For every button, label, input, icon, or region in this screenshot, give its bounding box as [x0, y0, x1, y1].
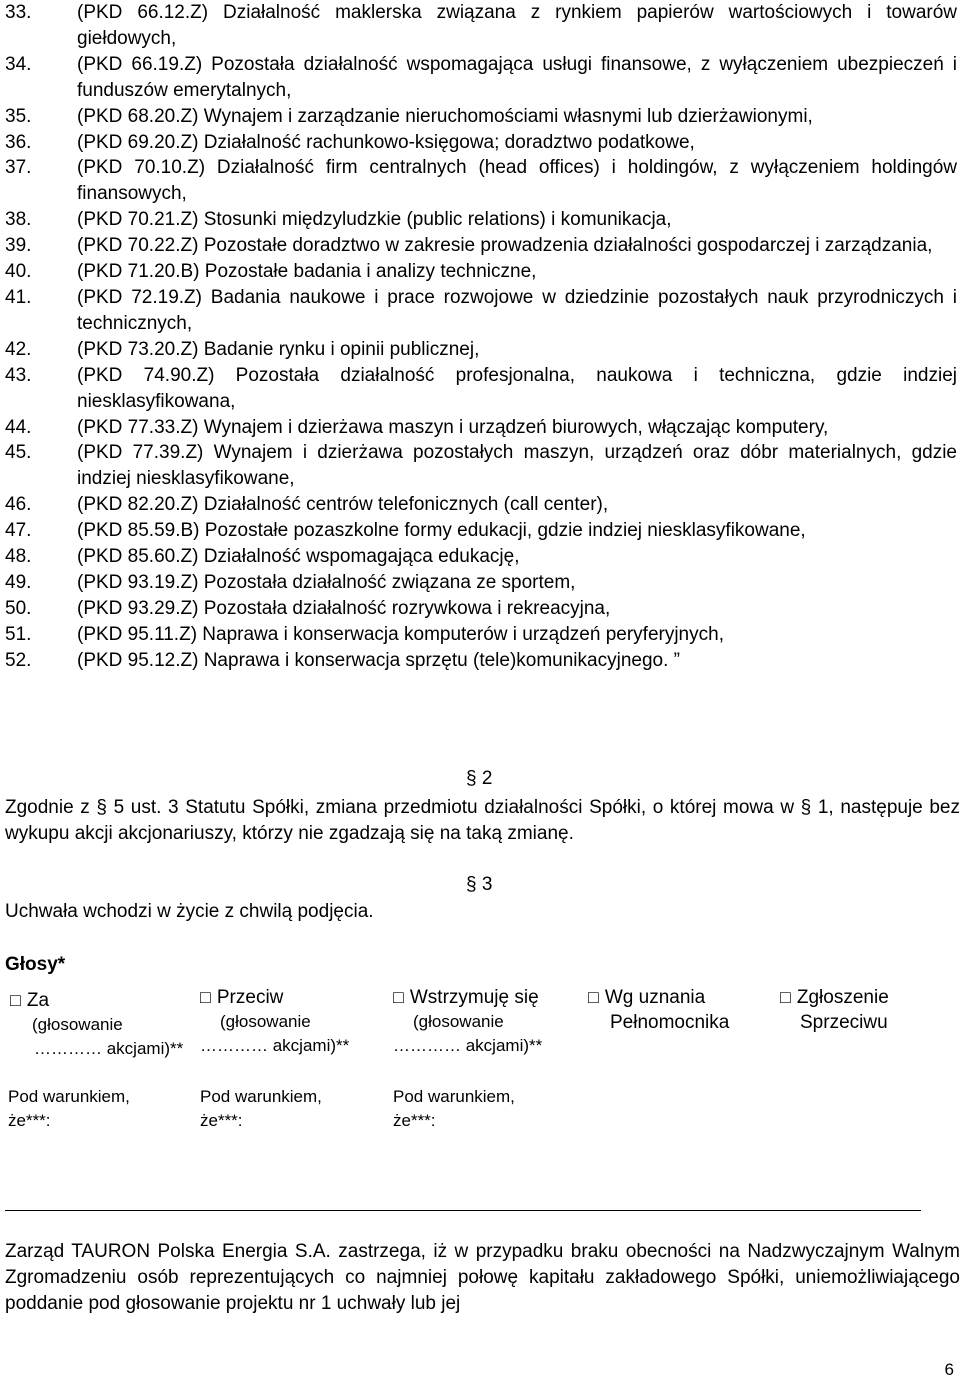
checkbox-icon[interactable]: □ — [588, 987, 599, 1007]
item-number: 39. — [5, 235, 32, 257]
list-item — [5, 233, 960, 259]
vote-option-amount: ………… akcjami)** — [393, 1036, 543, 1055]
list-item — [5, 130, 960, 156]
condition-against — [200, 1085, 322, 1133]
vote-option-amount: ………… akcjami)** — [200, 1036, 350, 1055]
item-text: (PKD 85.60.Z) Działalność wspomagająca edukację, — [77, 546, 520, 568]
list-item — [5, 440, 960, 492]
list-item — [5, 570, 960, 596]
item-text: (PKD 74.90.Z) Pozostała działalność profesjonalna, naukowa i techniczna, gdzie indziej niesklasyfikowana, — [77, 364, 957, 412]
page-number: 6 — [944, 1360, 954, 1379]
condition-colon: że***: — [8, 1111, 51, 1130]
vote-option-label: Zgłoszenie — [796, 987, 889, 1008]
vote-option-label: Za — [26, 990, 50, 1011]
list-item — [5, 596, 960, 622]
item-number: 52. — [5, 649, 32, 671]
vote-option-label-2: Sprzeciwu — [800, 1012, 888, 1033]
list-item — [5, 622, 960, 648]
list-item — [5, 492, 960, 518]
item-number: 40. — [5, 261, 32, 283]
vote-option-amount: ………… akcjami)** — [34, 1039, 184, 1058]
list-item — [5, 285, 960, 337]
section-2-mark: § 2 — [466, 768, 493, 789]
item-number: 46. — [5, 494, 32, 516]
list-item — [5, 518, 960, 544]
item-text: (PKD 85.59.B) Pozostałe pozaszkolne formy edukacji, gdzie indziej niesklasyfikowane, — [77, 520, 806, 542]
item-text: (PKD 71.20.B) Pozostałe badania i analizy techniczne, — [77, 261, 537, 283]
item-number: 36. — [5, 131, 32, 153]
item-text: (PKD 93.29.Z) Pozostała działalność rozrywkowa i rekreacyjna, — [77, 597, 611, 619]
item-number: 43. — [5, 364, 32, 386]
condition-colon: że***: — [200, 1111, 243, 1130]
item-text: (PKD 72.19.Z) Badania naukowe i prace rozwojowe w dziedzinie pozostałych nauk przyrodniczych i technicznych, — [77, 286, 957, 334]
condition-label: Pod warunkiem, — [393, 1087, 515, 1106]
pkd-activity-list — [5, 0, 960, 674]
checkbox-icon[interactable]: □ — [780, 987, 791, 1007]
item-number: 35. — [5, 105, 32, 127]
condition-for — [8, 1085, 130, 1133]
item-text: (PKD 66.12.Z) Działalność maklerska związana z rynkiem papierów wartościowych i towarów giełdowych, — [77, 2, 957, 49]
section-2-text: Zgodnie z § 5 ust. 3 Statutu Spółki, zmiana przedmiotu działalności Spółki, o której mowa w § 1, następuje bez wykupu akcji akcjonariuszy, którzy nie zgadzają się na taką zmianę. — [5, 797, 960, 844]
vote-option-against[interactable] — [200, 985, 349, 1058]
item-text: (PKD 95.11.Z) Naprawa i konserwacja komputerów i urządzeń peryferyjnych, — [77, 623, 724, 645]
list-item — [5, 259, 960, 285]
item-number: 48. — [5, 546, 32, 568]
item-text: (PKD 70.21.Z) Stosunki międzyludzkie (public relations) i komunikacja, — [77, 209, 672, 231]
list-item — [5, 544, 960, 570]
list-item — [5, 337, 960, 363]
divider — [5, 1210, 921, 1211]
vote-option-label: Przeciw — [216, 987, 284, 1008]
item-text: (PKD 77.33.Z) Wynajem i dzierżawa maszyn i urządzeń biurowych, włączając komputery, — [77, 416, 829, 438]
section-3-mark: § 3 — [466, 874, 493, 895]
item-text: (PKD 66.19.Z) Pozostała działalność wspomagająca usługi finansowe, z wyłączeniem ubezpieczeń i funduszów emerytalnych, — [77, 53, 957, 101]
list-item — [5, 207, 960, 233]
section-3-text: Uchwała wchodzi w życie z chwilą podjęcia. — [5, 901, 374, 922]
item-text: (PKD 70.10.Z) Działalność firm centralnych (head offices) i holdingów, z wyłączeniem holdingów finansowych, — [77, 157, 957, 205]
footer-note: Zarząd TAURON Polska Energia S.A. zastrzega, iż w przypadku braku obecności na Nadzwyczajnym Walnym Zgromadzeniu osób reprezentujących co najmniej połowę kapitału zakładowego Spółki, uniemożliwiającego poddanie pod głosowanie projektu nr 1 uchwały lub jej — [5, 1241, 960, 1314]
item-text: (PKD 70.22.Z) Pozostałe doradztwo w zakresie prowadzenia działalności gospodarczej i zarządzania, — [77, 235, 933, 257]
list-item — [5, 415, 960, 441]
item-number: 45. — [5, 442, 32, 464]
list-item — [5, 155, 960, 207]
vote-option-note: (głosowanie — [220, 1012, 311, 1031]
item-text: (PKD 82.20.Z) Działalność centrów telefonicznych (call center), — [77, 494, 609, 516]
vote-option-abstain[interactable] — [393, 985, 542, 1058]
item-text: (PKD 68.20.Z) Wynajem i zarządzanie nieruchomościami własnymi lub dzierżawionymi, — [77, 105, 813, 127]
item-number: 41. — [5, 286, 32, 308]
item-number: 49. — [5, 571, 32, 593]
item-number: 44. — [5, 416, 32, 438]
item-number: 47. — [5, 520, 32, 542]
vote-option-label-2: Pełnomocnika — [610, 1012, 730, 1033]
vote-option-proxy-discretion[interactable] — [588, 985, 729, 1035]
item-number: 33. — [5, 2, 32, 23]
vote-option-label: Wstrzymuję się — [409, 987, 539, 1008]
item-text: (PKD 69.20.Z) Działalność rachunkowo-księgowa; doradztwo podatkowe, — [77, 131, 695, 153]
vote-option-for[interactable] — [10, 988, 183, 1061]
item-text: (PKD 95.12.Z) Naprawa i konserwacja sprzętu (tele)komunikacyjnego. ” — [77, 649, 680, 671]
item-number: 42. — [5, 338, 32, 360]
item-number: 51. — [5, 623, 32, 645]
item-number: 34. — [5, 53, 32, 75]
checkbox-icon[interactable]: □ — [393, 987, 404, 1007]
list-item — [5, 363, 960, 415]
list-item — [5, 648, 960, 674]
item-text: (PKD 73.20.Z) Badanie rynku i opinii publicznej, — [77, 338, 480, 360]
vote-option-note: (głosowanie — [32, 1015, 123, 1034]
list-item — [5, 104, 960, 130]
list-item — [5, 52, 960, 104]
condition-abstain — [393, 1085, 515, 1133]
votes-heading: Głosy* — [5, 954, 66, 975]
condition-label: Pod warunkiem, — [200, 1087, 322, 1106]
item-text: (PKD 77.39.Z) Wynajem i dzierżawa pozostałych maszyn, urządzeń oraz dóbr materialnych, gdzie indziej niesklasyfikowane, — [77, 442, 957, 490]
checkbox-icon[interactable]: □ — [10, 990, 21, 1010]
list-item — [5, 0, 960, 52]
item-text: (PKD 93.19.Z) Pozostała działalność związana ze sportem, — [77, 571, 576, 593]
item-number: 50. — [5, 597, 32, 619]
condition-label: Pod warunkiem, — [8, 1087, 130, 1106]
condition-colon: że***: — [393, 1111, 436, 1130]
item-number: 38. — [5, 209, 32, 231]
item-number: 37. — [5, 157, 32, 179]
vote-option-label: Wg uznania — [604, 987, 706, 1008]
checkbox-icon[interactable]: □ — [200, 987, 211, 1007]
vote-option-objection[interactable] — [780, 985, 889, 1035]
vote-option-note: (głosowanie — [413, 1012, 504, 1031]
